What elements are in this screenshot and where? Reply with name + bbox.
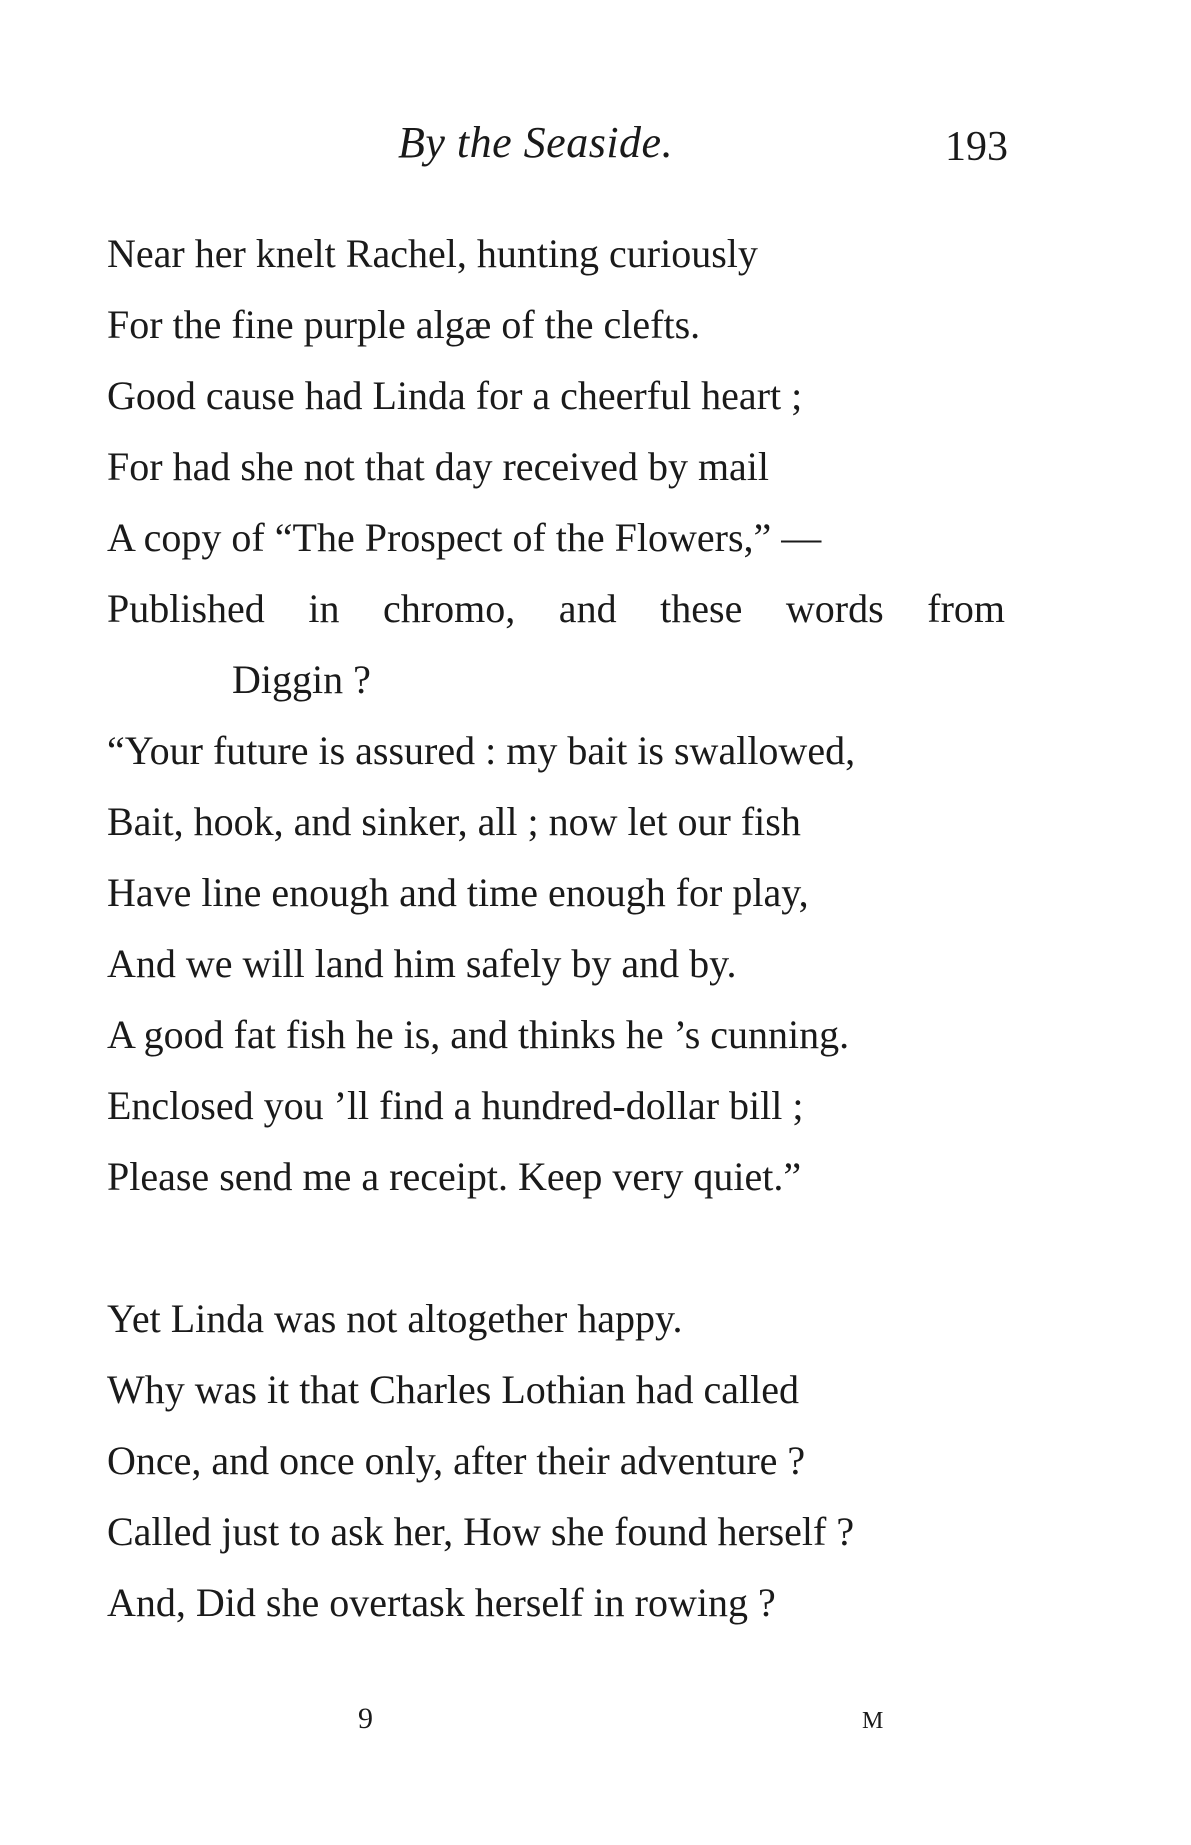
verse-line-continuation: Diggin ?	[232, 657, 371, 702]
signature-mark: M	[862, 1708, 885, 1734]
verse-line: For the fine purple algæ of the clefts.	[107, 302, 701, 347]
verse-line: Once, and once only, after their adventure ?	[107, 1438, 806, 1483]
verse-line: And we will land him safely by and by.	[107, 941, 737, 986]
verse-line: Why was it that Charles Lothian had called	[107, 1367, 800, 1412]
verse-line: “Your future is assured : my bait is swallowed,	[107, 728, 856, 773]
verse-line: A copy of “The Prospect of the Flowers,” —	[107, 515, 822, 560]
page-number: 193	[945, 124, 1008, 170]
verse-line: A good fat fish he is, and thinks he ’s cunning.	[107, 1012, 850, 1057]
running-title: By the Seaside.	[398, 118, 674, 167]
verse-line: Please send me a receipt. Keep very quiet.”	[107, 1154, 802, 1199]
signature-number: 9	[358, 1702, 373, 1735]
verse-line: Published in chromo, and these words from	[107, 586, 1005, 631]
verse-line: Near her knelt Rachel, hunting curiously	[107, 231, 758, 276]
verse-line: Good cause had Linda for a cheerful heart ;	[107, 373, 803, 418]
verse-line: And, Did she overtask herself in rowing ?	[107, 1580, 776, 1625]
verse-line: Yet Linda was not altogether happy.	[107, 1296, 683, 1341]
verse-line: For had she not that day received by mail	[107, 444, 770, 489]
verse-line: Have line enough and time enough for play,	[107, 870, 809, 915]
verse-line: Bait, hook, and sinker, all ; now let our fish	[107, 799, 801, 844]
verse-line: Called just to ask her, How she found herself ?	[107, 1509, 855, 1554]
verse-line: Enclosed you ’ll find a hundred-dollar bill ;	[107, 1083, 804, 1128]
